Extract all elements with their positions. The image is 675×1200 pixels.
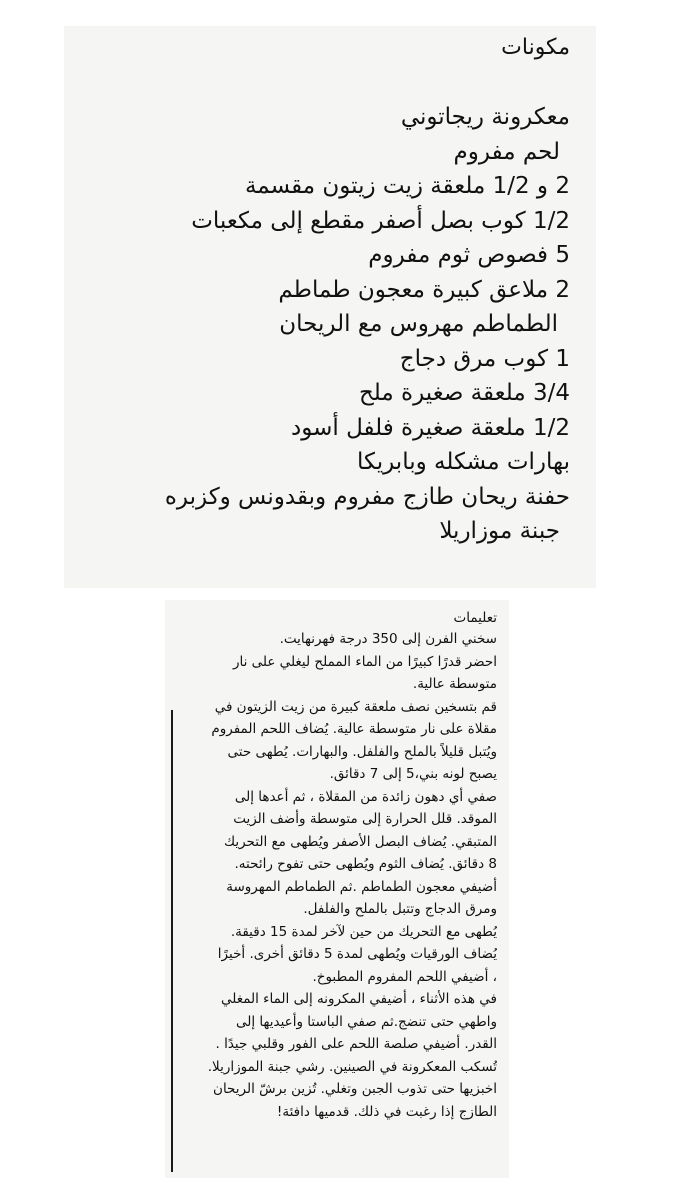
ingredient-item: 5 فصوص ثوم مفروم xyxy=(368,242,570,268)
instruction-line: ويُتبل قليلاً بالملح والفلفل. والبهارات. يُطهى حتى xyxy=(227,743,497,760)
ingredient-item: 3/4 ملعقة صغيرة ملح xyxy=(358,380,570,406)
ingredient-item: لحم مفروم xyxy=(453,138,560,165)
instruction-line: تُسكب المعكرونة في الصينين. رشي جبنة الموزاريلا. xyxy=(207,1058,497,1075)
ingredients-list xyxy=(74,100,570,549)
instruction-line: اخبزيها حتى تذوب الجبن وتغلي. تُزين برشّ الريحان xyxy=(213,1081,497,1097)
instruction-line: في هذه الأثناء ، أضيفي المكرونه إلى الماء المغلي xyxy=(220,991,497,1007)
ingredient-item: حفنة ريحان طازج مفروم وبقدونس وكزبره xyxy=(164,483,570,510)
ingredient-item: 2 و 1/2 ملعقة زيت زيتون مقسمة xyxy=(244,173,570,199)
instruction-line: المتبقي. يُضاف البصل الأصفر ويُطهى مع التحريك xyxy=(223,833,497,850)
instruction-line: ، أضيفي اللحم المفروم المطبوخ. xyxy=(312,968,497,985)
ingredients-title: مكونات xyxy=(501,35,570,60)
ingredient-item: الطماطم مهروس مع الريحان xyxy=(279,311,558,337)
instruction-line: متوسطة عالية. xyxy=(412,676,497,692)
instruction-line: سخني الفرن إلى 350 درجة فهرنهايت. xyxy=(279,631,497,647)
ingredients-card xyxy=(64,26,596,588)
scroll-indicator xyxy=(171,710,173,1172)
instruction-line: يصبح لونه بني،5 إلى 7 دقائق. xyxy=(329,766,497,782)
instruction-line: صفي أي دهون زائدة من المقلاة ، ثم أعدها إلى xyxy=(234,788,497,805)
ingredient-item: 1/2 كوب بصل أصفر مقطع إلى مكعبات xyxy=(191,207,570,234)
ingredient-item: 1/2 ملعقة صغيرة فلفل أسود xyxy=(290,414,570,441)
instruction-line: الموقد. قلل الحرارة إلى متوسطة وأضف الزيت xyxy=(233,811,497,827)
instructions-card xyxy=(165,600,509,1178)
instruction-line: الطازج إذا رغبت في ذلك. قدميها دافئة! xyxy=(276,1103,497,1120)
ingredient-item: معكرونة ريجاتوني xyxy=(400,104,570,130)
instruction-line: مقلاة على نار متوسطة عالية. يُضاف اللحم المفروم xyxy=(211,721,497,737)
instruction-line: يُطهى مع التحريك من حين لآخر لمدة 15 دقيقة. xyxy=(230,923,497,940)
ingredient-item: 2 ملاعق كبيرة معجون طماطم xyxy=(278,276,570,303)
instruction-line: أضيفي معجون الطماطم .ثم الطماطم المهروسة xyxy=(226,878,497,895)
instruction-line: القدر. أضيفي صلصة اللحم على الفور وقلبي جيدًا . xyxy=(215,1036,497,1052)
instructions-body xyxy=(171,628,497,1123)
instruction-line: قم بتسخين نصف ملعقة كبيرة من زيت الزيتون في xyxy=(214,698,497,715)
instruction-line: يُضاف الورقيات ويُطهى لمدة 5 دقائق أخرى. أخيرًا xyxy=(217,946,497,962)
ingredient-item: بهارات مشكله وبابريكا xyxy=(357,449,570,475)
instructions-title: تعليمات xyxy=(453,610,497,626)
ingredient-item: 1 كوب مرق دجاج xyxy=(399,345,570,372)
instruction-line: واطهي حتى تنضج.ثم صفي الباستا وأعيديها إلى xyxy=(236,1013,497,1030)
instruction-line: 8 دقائق. يُضاف الثوم ويُطهى حتى تفوح رائحته. xyxy=(234,856,497,872)
instruction-line: احضر قدرًا كبيرًا من الماء المملح ليغلي على نار xyxy=(232,653,497,670)
ingredient-item: جبنة موزاريلا xyxy=(439,518,560,544)
instruction-line: ومرق الدجاج وتتبل بالملح والفلفل. xyxy=(303,901,497,917)
